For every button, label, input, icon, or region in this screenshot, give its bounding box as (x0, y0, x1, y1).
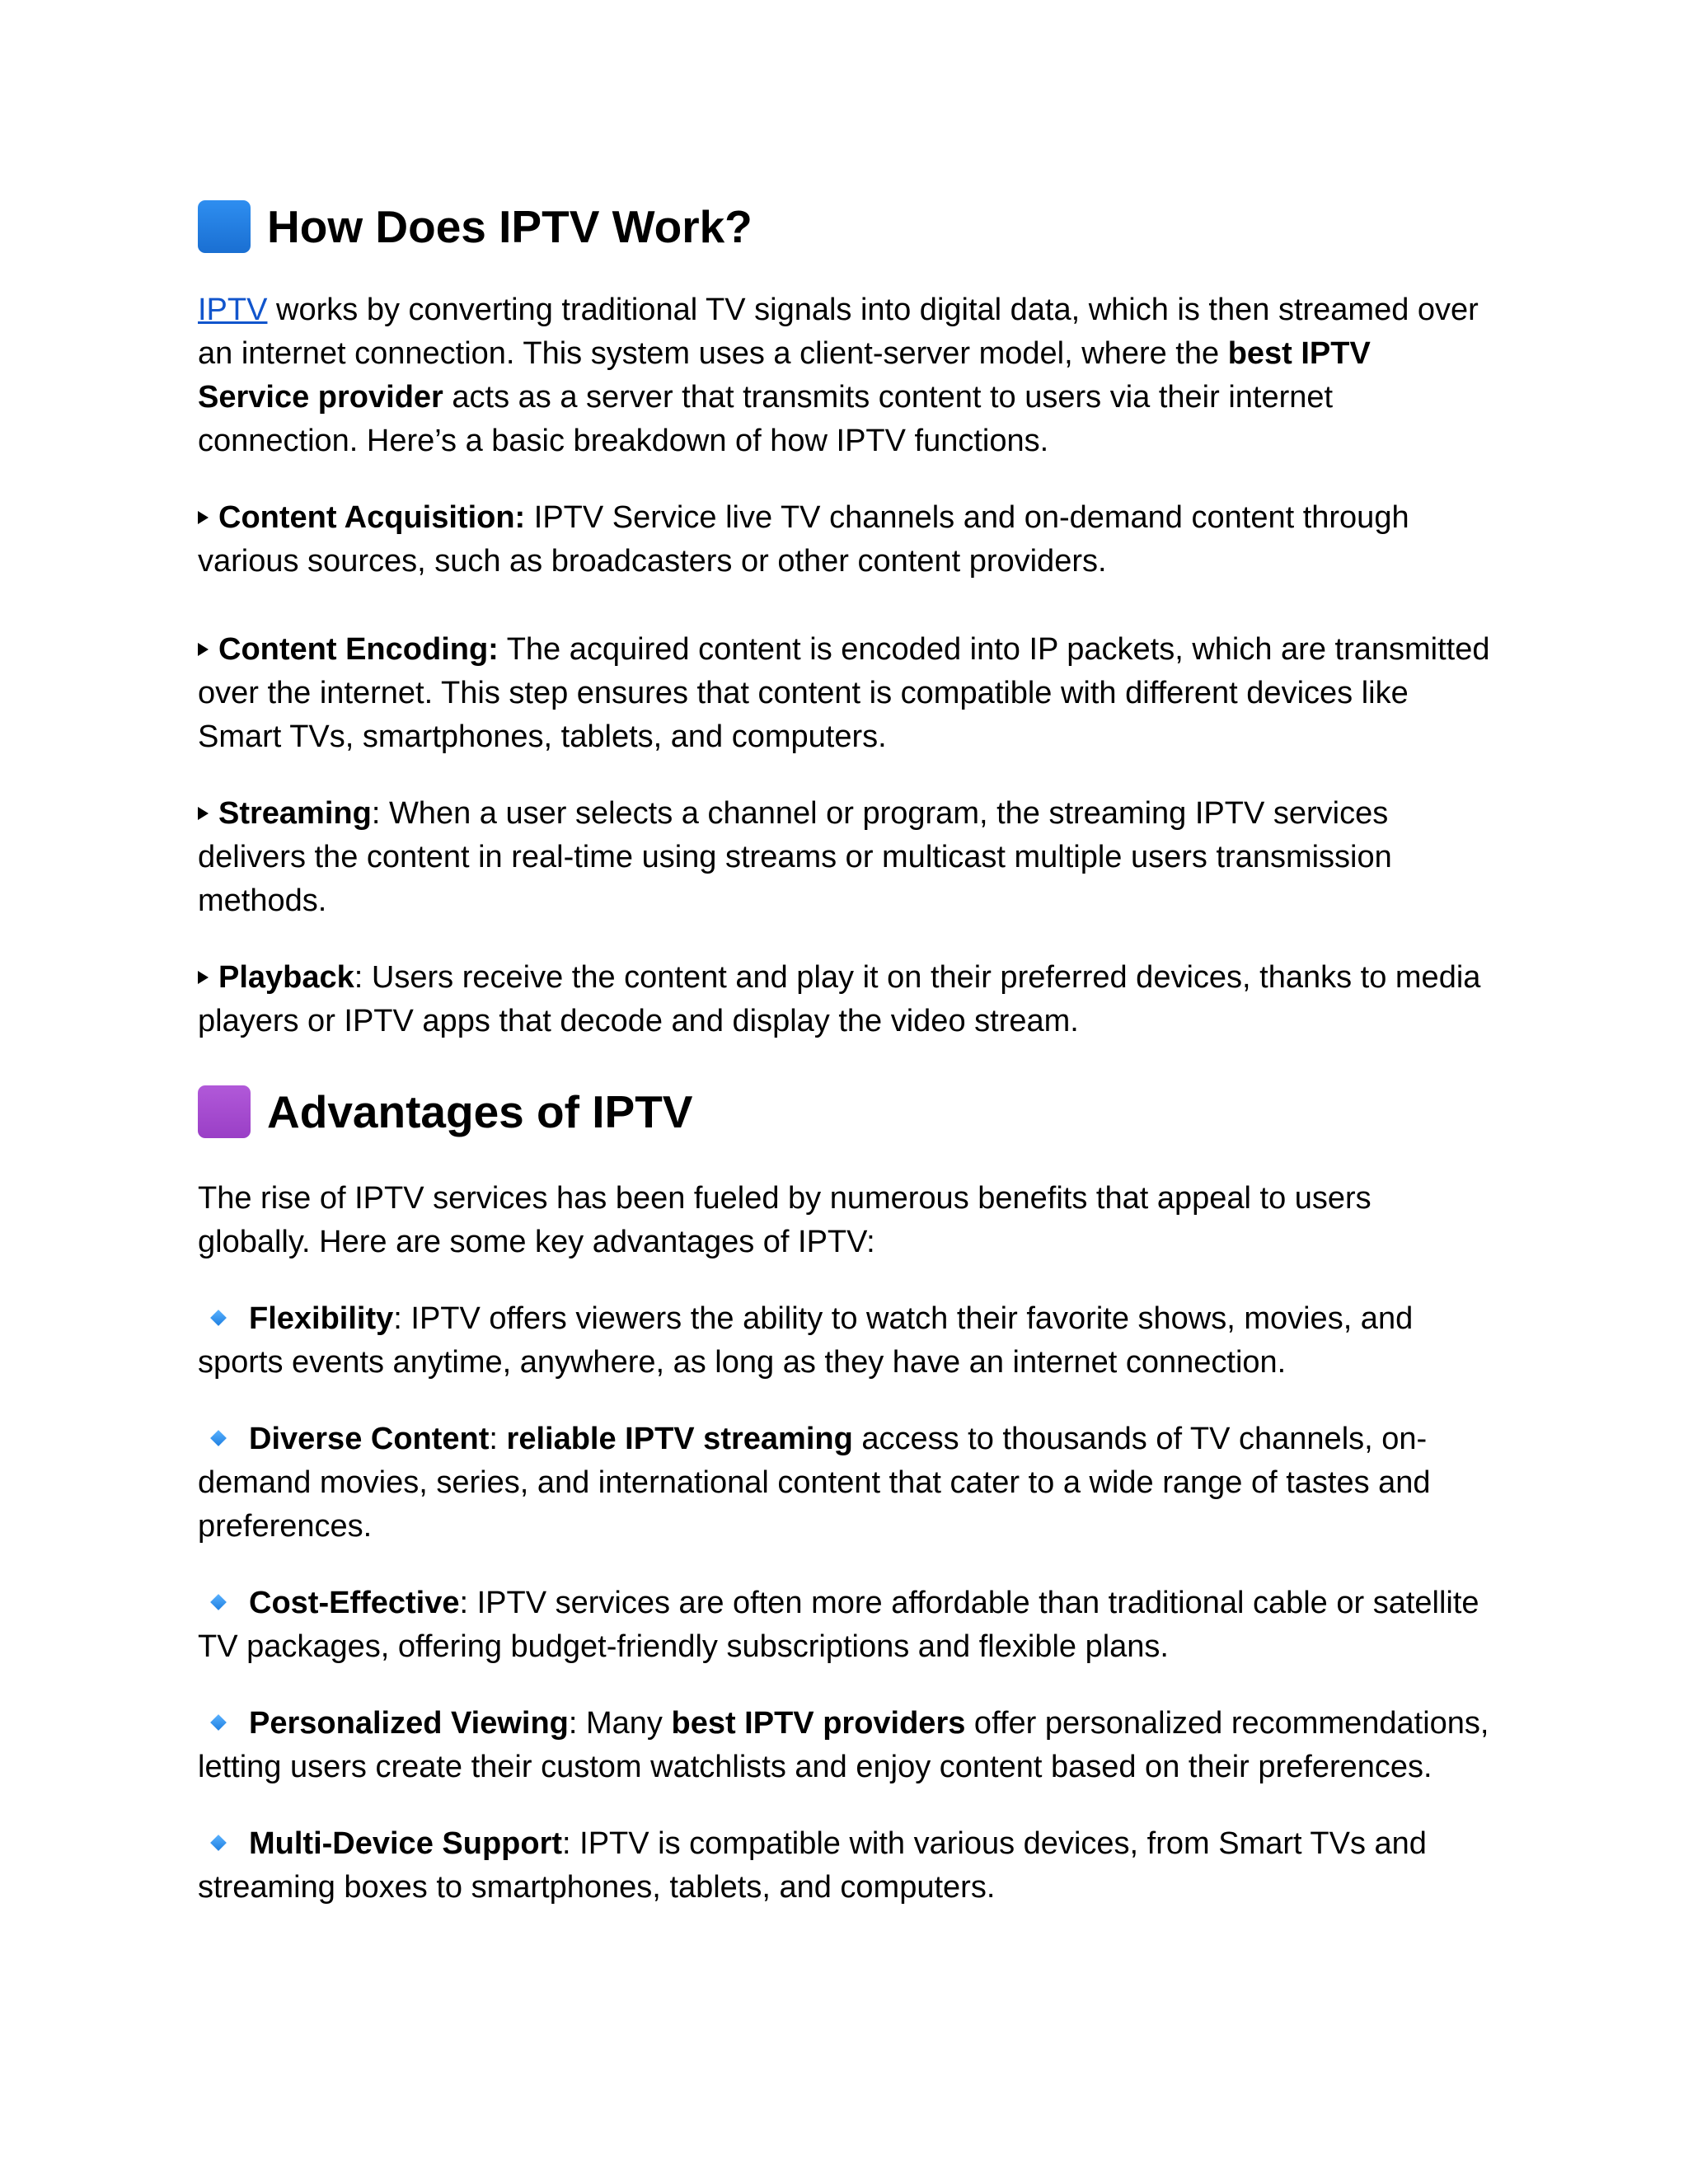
triangle-bullet-icon (198, 511, 209, 524)
blue-square-icon (198, 200, 251, 253)
section-heading-text: How Does IPTV Work? (267, 201, 753, 252)
bullet-personalized-viewing: Personalized Viewing: Many best IPTV providers offer personalized recommendations, letting users create their custom watchlists and enjoy content based on their preferences. (198, 1706, 1489, 1784)
iptv-link[interactable]: IPTV (198, 293, 268, 327)
section-heading-advantages (198, 1083, 1490, 1141)
blue-diamond-icon (210, 1310, 227, 1326)
blue-diamond-icon (210, 1594, 227, 1610)
blue-diamond-icon (210, 1430, 227, 1446)
triangle-bullet-icon (198, 643, 209, 656)
bullet-playback: Playback: Users receive the content and play it on their preferred devices, thanks to media players or IPTV apps that decode and display the video stream. (198, 960, 1481, 1038)
bullet-flexibility: Flexibility: IPTV offers viewers the ability to watch their favorite shows, movies, and sports events anytime, anywhere, as long as they have an internet connection. (198, 1301, 1414, 1380)
purple-square-icon (198, 1085, 251, 1138)
bullet-diverse-content: Diverse Content: reliable IPTV streaming access to thousands of TV channels, on-demand movies, series, and international content that cater to a wide range of tastes and preferences. (198, 1422, 1431, 1544)
section-heading-how-iptv-works (198, 198, 1490, 255)
blue-diamond-icon (210, 1714, 227, 1731)
triangle-bullet-icon (198, 971, 209, 984)
blue-diamond-icon (210, 1835, 227, 1851)
intro-paragraph: IPTV works by converting traditional TV signals into digital data, which is then streamed over an internet connection. This system uses a client-server model, where the best IPTV Service provider acts as a server that transmits content to users via their internet connection. Here’s a basic breakdown of how IPTV functions. (198, 293, 1479, 458)
bullet-content-encoding: Content Encoding: The acquired content is encoded into IP packets, which are transmitted over the internet. This step ensures that content is compatible with different devices like Smart TVs, smartphones, tablets, and computers. (198, 632, 1490, 754)
bullet-multi-device-support: Multi-Device Support: IPTV is compatible with various devices, from Smart TVs and streaming boxes to smartphones, tablets, and computers. (198, 1826, 1427, 1905)
bullet-streaming: Streaming: When a user selects a channel or program, the streaming IPTV services delivers the content in real-time using streams or multicast multiple users transmission methods. (198, 796, 1392, 918)
triangle-bullet-icon (198, 807, 209, 820)
bullet-content-acquisition: Content Acquisition: IPTV Service live TV channels and on-demand content through various sources, such as broadcasters or other content providers. (198, 500, 1409, 579)
section-heading-text: Advantages of IPTV (267, 1086, 693, 1137)
bullet-cost-effective: Cost-Effective: IPTV services are often more affordable than traditional cable or satellite TV packages, offering budget-friendly subscriptions and flexible plans. (198, 1586, 1479, 1664)
advantages-intro-paragraph: The rise of IPTV services has been fueled by numerous benefits that appeal to users globally. Here are some key advantages of IPTV: (198, 1181, 1372, 1259)
